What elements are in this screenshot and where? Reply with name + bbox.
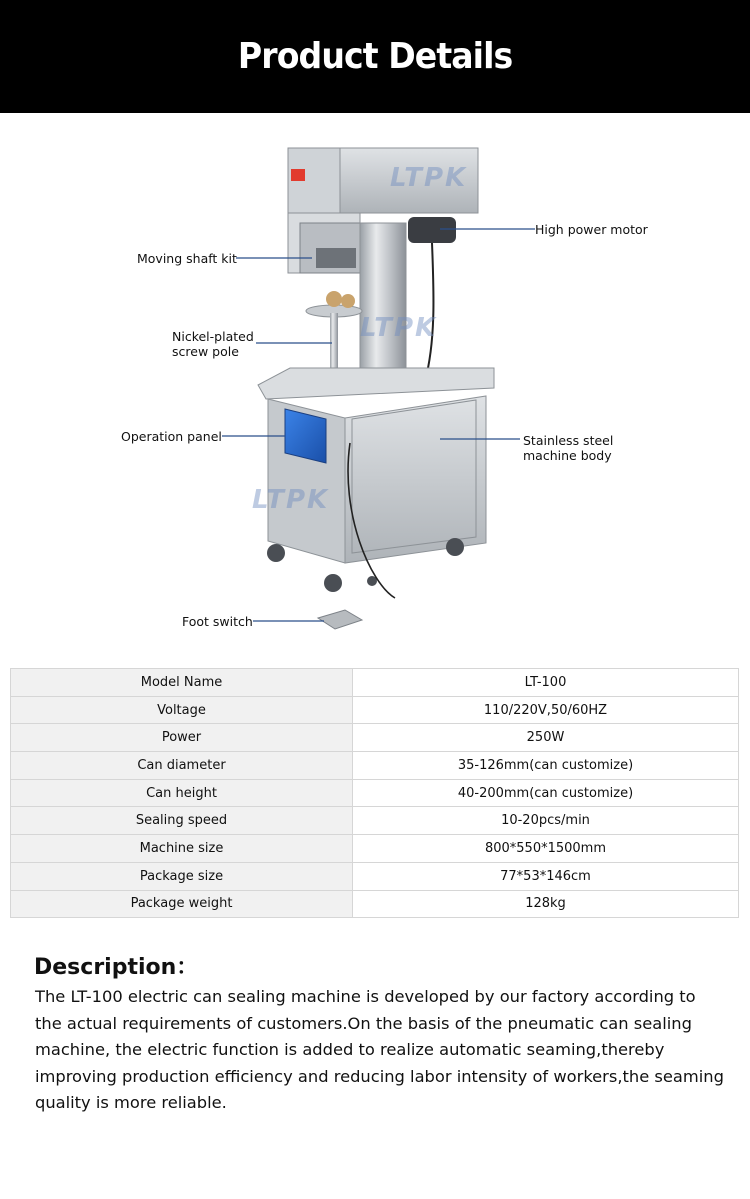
callout-pole-line2: screw pole — [172, 344, 239, 359]
header-banner — [0, 0, 750, 113]
spec-value: 110/220V,50/60HZ — [353, 696, 739, 724]
description-body: The LT-100 electric can sealing machine is developed by our factory according to the actual requirements of customers.On the basis of the pneumatic can sealing machine, the electric function is added to realize automatic seaming,thereby improving production efficiency and reducing labor intensity of workers,the seaming quality is more reliable. — [35, 987, 724, 1113]
spec-label: Machine size — [11, 835, 353, 863]
table-row — [11, 779, 739, 807]
callout-shaft: Moving shaft kit — [137, 251, 237, 266]
table-row — [11, 890, 739, 918]
table-row — [11, 696, 739, 724]
shaft-kit — [300, 223, 360, 273]
machine-illustration — [0, 113, 750, 665]
spec-label: Voltage — [11, 696, 353, 724]
table-row — [11, 724, 739, 752]
table-row — [11, 669, 739, 697]
callout-foot: Foot switch — [182, 614, 253, 629]
spec-label: Model Name — [11, 669, 353, 697]
watermark-top: LTPK — [390, 163, 468, 193]
description-title: Description： — [34, 955, 199, 980]
product-figure — [0, 113, 750, 665]
table-row — [11, 862, 739, 890]
main-column — [360, 223, 406, 383]
spec-label: Power — [11, 724, 353, 752]
spec-value: LT-100 — [353, 669, 739, 697]
spec-value: 40-200mm(can customize) — [353, 779, 739, 807]
spec-label: Sealing speed — [11, 807, 353, 835]
watermark-middle: LTPK — [360, 313, 438, 343]
callout-pole-line1: Nickel-plated — [172, 329, 254, 344]
spec-value: 10-20pcs/min — [353, 807, 739, 835]
table-row — [11, 835, 739, 863]
specs-table — [10, 668, 739, 918]
spec-label: Can height — [11, 779, 353, 807]
spec-value: 35-126mm(can customize) — [353, 752, 739, 780]
spec-value: 800*550*1500mm — [353, 835, 739, 863]
top-plate — [258, 368, 494, 399]
spec-value: 250W — [353, 724, 739, 752]
table-row — [11, 752, 739, 780]
callout-motor: High power motor — [535, 222, 648, 237]
spec-label: Package weight — [11, 890, 353, 918]
callout-panel: Operation panel — [121, 429, 222, 444]
callout-body-line1: Stainless steel — [523, 433, 614, 448]
page-title: Product Details — [237, 36, 513, 77]
watermark-bottom: LTPK — [252, 485, 330, 515]
callout-body-line2: machine body — [523, 448, 612, 463]
spec-label: Package size — [11, 862, 353, 890]
table-row — [11, 807, 739, 835]
operation-panel-screen — [285, 409, 326, 463]
motor — [408, 217, 456, 385]
spec-label: Can diameter — [11, 752, 353, 780]
spec-value: 128kg — [353, 890, 739, 918]
spec-value: 77*53*146cm — [353, 862, 739, 890]
